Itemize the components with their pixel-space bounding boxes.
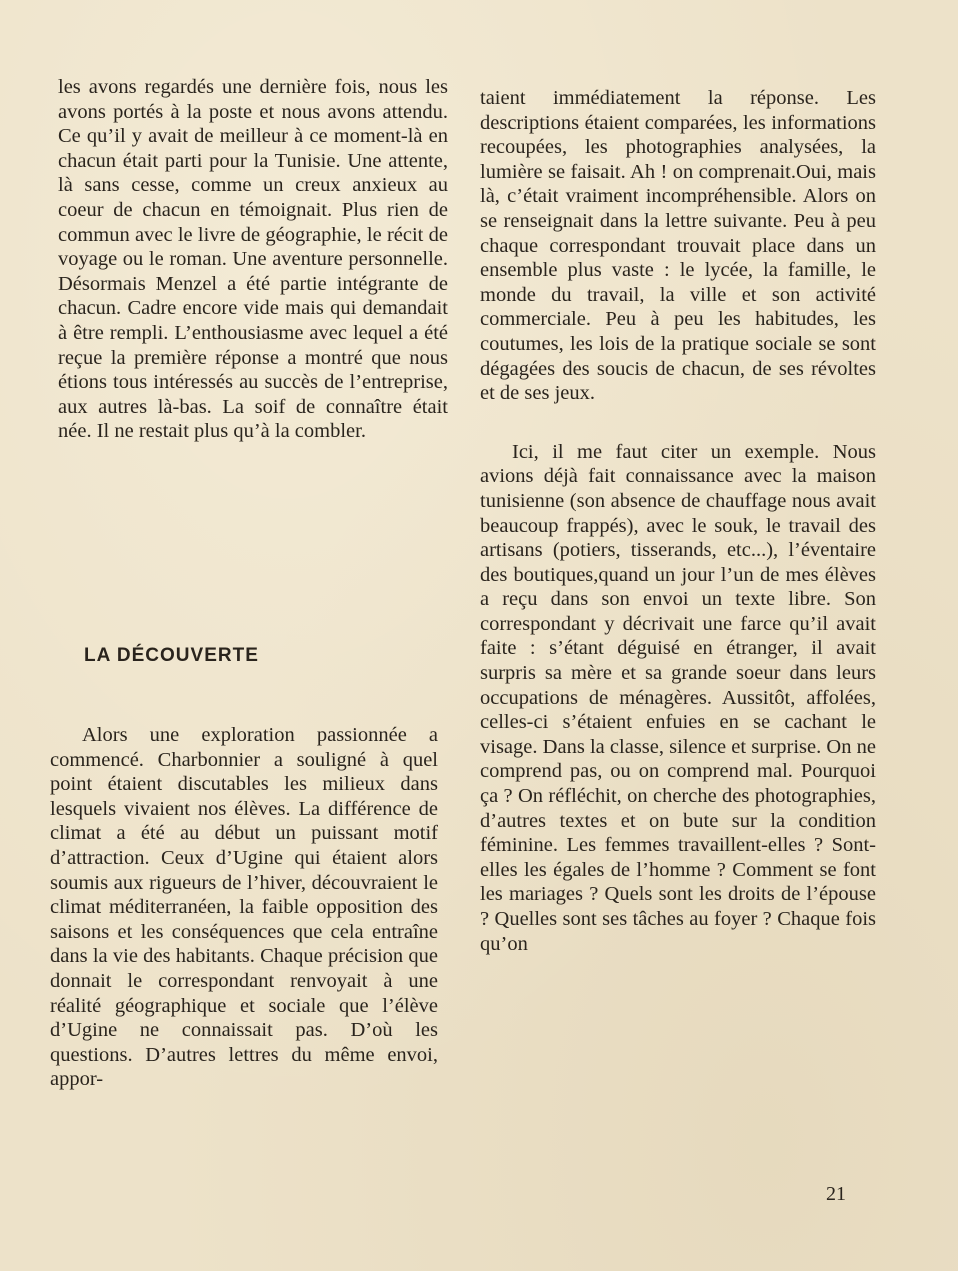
paragraph-right-1: taient immédiatement la réponse. Les descriptions étaient comparées, les informations recoupées, les photographies analysées, la lumière se faisait. Ah ! on comprenait.Oui, mais là, c’était vraiment incompréhensible. Alors on se renseignait dans la lettre suivante. Peu à peu chaque correspondant trouvait place dans un ensemble plus vaste : le lycée, la famille, le monde du travail, la ville et son activité commerciale. Peu à peu les habitudes, les coutumes, les lois de la pratique sociale se sont dégagées des soucis de chacun, de ses révoltes et de ses jeux. bbox=[480, 87, 876, 405]
right-column bbox=[480, 86, 876, 956]
paragraph-left-bottom: Alors une exploration passionnée a commencé. Charbonnier a souligné à quel point étaient discutables les milieux dans lesquels vivaient nos élèves. La différence de climat a été au début un puissant motif d’attraction. Ceux d’Ugine qui étaient alors soumis aux rigueurs de l’hiver, découvraient le climat méditerranéen, la faible opposition des saisons et les conséquences que cela entraîne dans la vie des habitants. Chaque précision que donnait le correspondant renvoyait à une réalité géographique et sociale que l’élève d’Ugine ne connaissait pas. D’où les questions. D’autres lettres du même envoi, appor- bbox=[50, 724, 438, 1091]
section-heading: LA DÉCOUVERTE bbox=[84, 645, 259, 666]
left-column-bottom bbox=[50, 723, 438, 1092]
left-column-top bbox=[58, 75, 448, 444]
paragraph-left-top: les avons regardés une dernière fois, nous les avons portés à la poste et nous avons attendu. Ce qu’il y avait de meilleur à ce moment-là en chacun était parti pour la Tunisie. Une attente, là sans cesse, comme un creux anxieux au coeur de chacun en témoignait. Plus rien de commun avec le livre de géographie, le récit de voyage ou le roman. Une aventure personnelle. Désormais Menzel a été partie intégrante de chacun. Cadre encore vide mais qui demandait à être rempli. L’enthousiasme avec lequel a été reçue la première réponse a montré que nous étions tous intéressés au succès de l’entreprise, aux autres là-bas. La soif de connaître était née. Il ne restait plus qu’à la combler. bbox=[58, 76, 448, 443]
page-number: 21 bbox=[826, 1183, 846, 1205]
paragraph-right-2: Ici, il me faut citer un exemple. Nous avions déjà fait connaissance avec la maison tunisienne (son absence de chauffage nous avait beaucoup frappés), avec le souk, le travail des artisans (potiers, tisserands, etc...), l’éventaire des boutiques,quand un jour l’un de mes élèves a reçu dans son envoi un texte libre. Son correspondant y décrivait une farce qu’il avait faite : s’étant déguisé en étranger, il avait surpris sa mère et sa grande soeur dans leurs occupations de ménagères. Aussitôt, affolées, celles-ci s’étaient enfuies en se cachant le visage. Dans la classe, silence et surprise. On ne comprend pas, ou on comprend mal. Pourquoi ça ? On réfléchit, on cherche des photographies, d’autres textes et on bute sur la condition féminine. Les femmes travaillent-elles ? Sont-elles les égales de l’homme ? Comment se font les mariages ? Quels sont les droits de l’épouse ? Quelles sont ses tâches au foyer ? Chaque fois qu’on bbox=[480, 440, 876, 955]
